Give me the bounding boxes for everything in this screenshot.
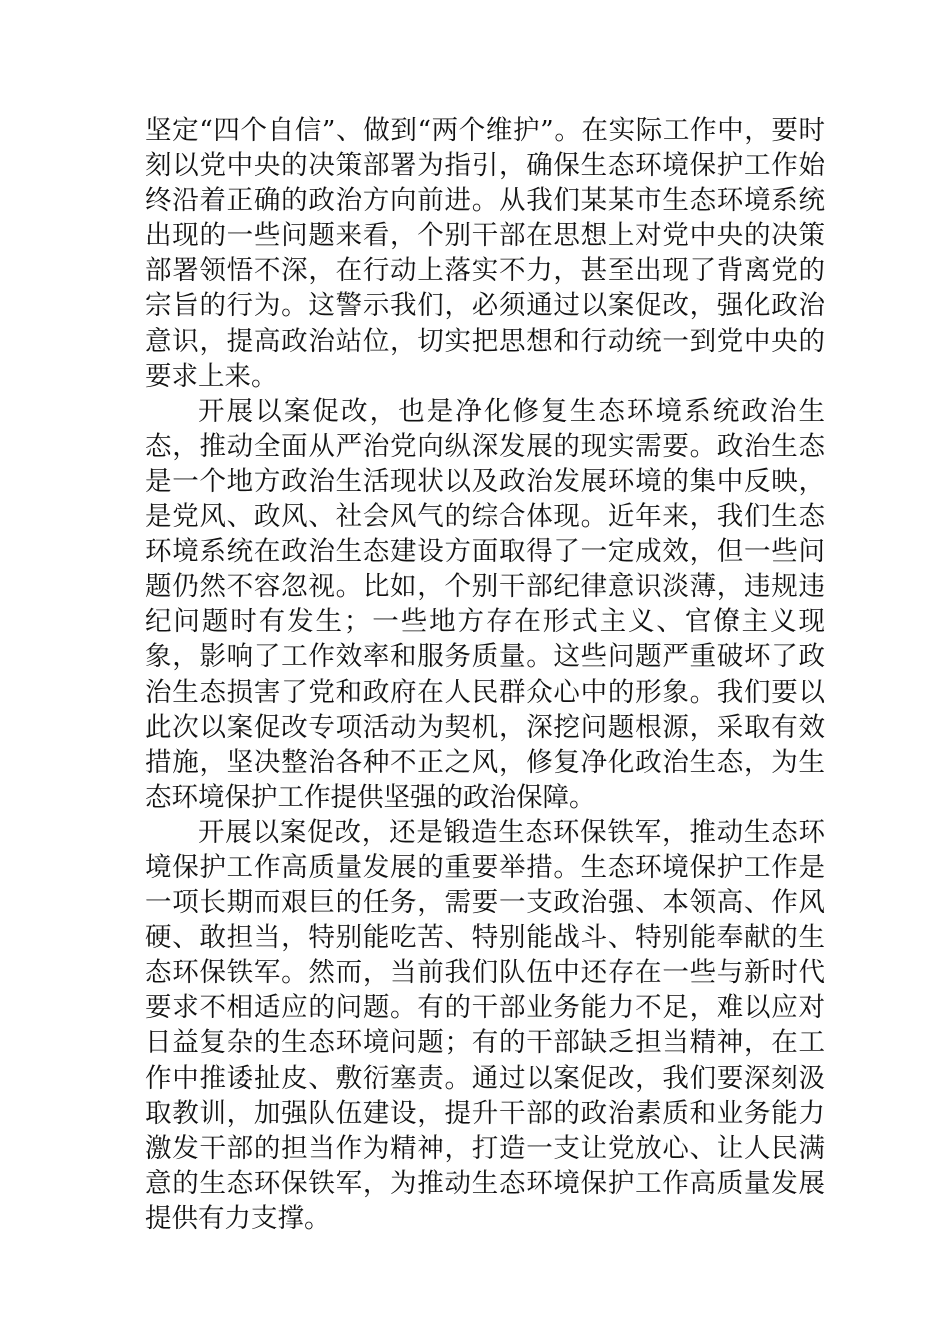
paragraph-2: 开展以案促改，也是净化修复生态环境系统政治生态，推动全面从严治党向纵深发展的现实需要。政治生态是一个地方政治生活现状以及政治发展环境的集中反映，是党风、政风、社会风气的综合体现。近年来，我们生态环境系统在政治生态建设方面取得了一定成效，但一些问题仍然不容忽视。比如，个别干部纪律意识淡薄，违规违纪问题时有发生；一些地方存在形式主义、官僚主义现象，影响了工作效率和服务质量。这些问题严重破坏了政治生态损害了党和政府在人民群众心中的形象。我们要以此次以案促改专项活动为契机，深挖问题根源，采取有效措施，坚决整治各种不正之风，修复净化政治生态，为生态环境保护工作提供坚强的政治保障。 — [145, 395, 825, 813]
document-body — [145, 113, 825, 1236]
paragraph-3: 开展以案促改，还是锻造生态环保铁军，推动生态环境保护工作高质量发展的重要举措。生态环境保护工作是一项长期而艰巨的任务，需要一支政治强、本领高、作风硬、敢担当，特别能吃苦、特别能战斗、特别能奉献的生态环保铁军。然而，当前我们队伍中还存在一些与新时代要求不相适应的问题。有的干部业务能力不足，难以应对日益复杂的生态环境问题；有的干部缺乏担当精神，在工作中推诿扯皮、敷衍塞责。通过以案促改，我们要深刻汲取教训，加强队伍建设，提升干部的政治素质和业务能力激发干部的担当作为精神，打造一支让党放心、让人民满意的生态环保铁军，为推动生态环境保护工作高质量发展提供有力支撑。 — [145, 816, 825, 1234]
paragraph-1: 坚定“四个自信”、做到“两个维护”。在实际工作中，要时刻以党中央的决策部署为指引，确保生态环境保护工作始终沿着正确的政治方向前进。从我们某某市生态环境系统出现的一些问题来看，个别干部在思想上对党中央的决策部署领悟不深，在行动上落实不力，甚至出现了背离党的宗旨的行为。这警示我们，必须通过以案促改，强化政治意识，提高政治站位，切实把思想和行动统一到党中央的要求上来。 — [145, 115, 825, 392]
